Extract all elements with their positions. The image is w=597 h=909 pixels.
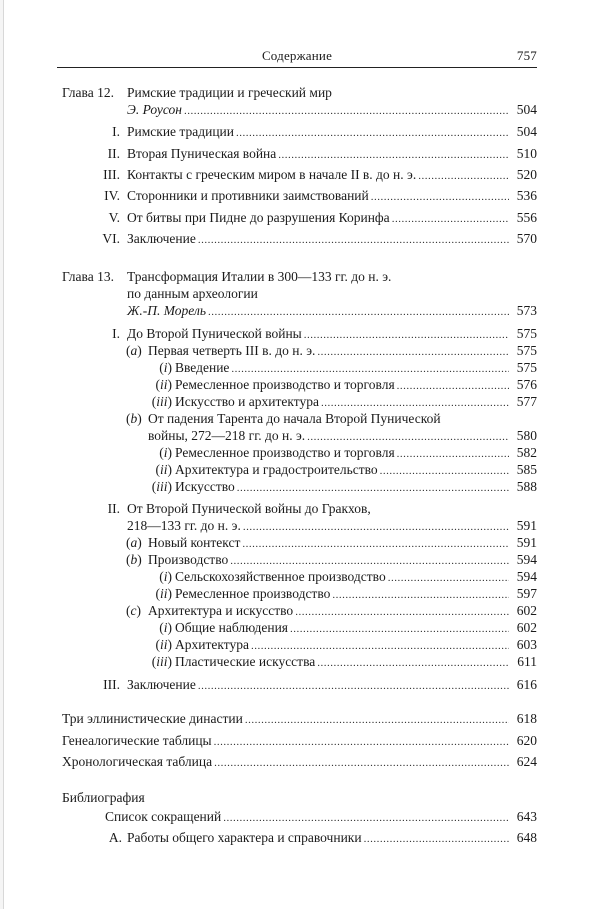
section-number: III. bbox=[103, 167, 120, 182]
bibliography-heading: Библиография bbox=[62, 790, 145, 805]
subsection-letter: (a) bbox=[126, 343, 142, 358]
leader-dots bbox=[198, 677, 509, 695]
item-number: (ii) bbox=[155, 637, 172, 652]
leader-dots bbox=[184, 102, 509, 120]
entry-title: Архитектура и градостроительство bbox=[175, 462, 378, 477]
toc-item[interactable] bbox=[155, 376, 537, 394]
item-number: (iii) bbox=[151, 394, 172, 409]
toc-subentry[interactable] bbox=[126, 602, 537, 620]
entry-title: До Второй Пунической войны bbox=[127, 326, 302, 341]
entry-title: Сельскохозяйственное производство bbox=[175, 569, 386, 584]
section-number: I. bbox=[112, 124, 120, 139]
page-ref: 588 bbox=[516, 479, 537, 494]
toc-entry-title: От Второй Пунической войны до Гракхов, bbox=[127, 501, 371, 516]
page-ref: 556 bbox=[516, 210, 537, 225]
page-ref: 602 bbox=[516, 620, 537, 635]
toc-item[interactable] bbox=[159, 568, 537, 586]
item-number: (iii) bbox=[151, 654, 172, 669]
toc-subentry[interactable] bbox=[126, 551, 537, 569]
entry-title: Контакты с греческим миром в начале II в. до н. э. bbox=[127, 167, 417, 182]
page-ref: 648 bbox=[516, 830, 537, 845]
section-number: II. bbox=[107, 501, 120, 516]
section-number: VI. bbox=[102, 231, 120, 246]
entry-title: Римские традиции bbox=[127, 124, 234, 139]
page-ref: 570 bbox=[516, 231, 537, 246]
page-ref: 504 bbox=[516, 102, 537, 117]
entry-title: Список сокращений bbox=[105, 809, 222, 824]
entry-title: Генеалогические таблицы bbox=[62, 733, 212, 748]
section-number: I. bbox=[112, 326, 120, 341]
toc-entry[interactable] bbox=[103, 166, 537, 184]
leader-dots bbox=[371, 188, 509, 206]
entry-title: Хронологическая таблица bbox=[62, 754, 213, 769]
toc-subentry[interactable] bbox=[126, 342, 537, 360]
section-number: A. bbox=[108, 830, 122, 845]
toc-subentry[interactable] bbox=[126, 534, 537, 552]
author-name: Ж.-П. Морель bbox=[127, 303, 206, 318]
subsection-letter: (b) bbox=[126, 411, 142, 426]
page-ref: 573 bbox=[516, 303, 537, 318]
leader-dots bbox=[236, 124, 509, 142]
leader-dots bbox=[223, 809, 509, 827]
page-ref: 575 bbox=[516, 326, 537, 341]
entry-title: Ремесленное производство и торговля bbox=[175, 445, 395, 460]
leader-dots bbox=[317, 654, 509, 672]
toc-entry[interactable] bbox=[127, 517, 537, 535]
page-ref: 577 bbox=[516, 394, 537, 409]
entry-title: Новый контекст bbox=[148, 535, 241, 550]
toc-entry[interactable] bbox=[102, 230, 537, 248]
chapter-13-title: Трансформация Италии в 300—133 гг. до н. э. bbox=[127, 269, 392, 284]
page-ref: 594 bbox=[516, 569, 537, 584]
page-ref: 582 bbox=[516, 445, 537, 460]
entry-title: Искусство bbox=[175, 479, 235, 494]
item-number: (ii) bbox=[155, 586, 172, 601]
leader-dots bbox=[237, 479, 509, 497]
page-ref: 591 bbox=[516, 518, 537, 533]
item-number: (i) bbox=[159, 445, 172, 460]
toc-subentry[interactable] bbox=[148, 427, 537, 445]
entry-title: Три эллинистические династии bbox=[62, 711, 243, 726]
leader-dots bbox=[278, 146, 509, 164]
chapter-13-label: Глава 13. bbox=[62, 269, 114, 284]
chapter-13-author-entry[interactable] bbox=[127, 302, 537, 320]
leader-dots bbox=[214, 754, 509, 772]
toc-entry[interactable] bbox=[62, 732, 537, 750]
page-ref: 576 bbox=[516, 377, 537, 392]
toc-item[interactable] bbox=[151, 478, 537, 496]
chapter-12-author-entry[interactable] bbox=[127, 101, 537, 119]
entry-title: Пластические искусства bbox=[175, 654, 316, 669]
item-number: (iii) bbox=[151, 479, 172, 494]
toc-item[interactable] bbox=[159, 619, 537, 637]
toc-item[interactable] bbox=[155, 461, 537, 479]
page-title: Содержание bbox=[261, 48, 333, 63]
toc-entry[interactable] bbox=[108, 209, 537, 227]
page-ref: 536 bbox=[516, 188, 537, 203]
page-ref: 602 bbox=[516, 603, 537, 618]
toc-item[interactable] bbox=[159, 359, 537, 377]
toc-entry[interactable] bbox=[108, 829, 537, 847]
section-number: V. bbox=[108, 210, 120, 225]
toc-entry[interactable] bbox=[107, 145, 537, 163]
author-name: Э. Роусон bbox=[127, 102, 182, 117]
toc-entry[interactable] bbox=[62, 753, 537, 771]
item-number: (i) bbox=[159, 620, 172, 635]
entry-title: Ремесленное производство и торговля bbox=[175, 377, 395, 392]
page-ref: 643 bbox=[516, 809, 537, 824]
entry-title: Искусство и архитектура bbox=[175, 394, 319, 409]
entry-title: Архитектура и искусство bbox=[148, 603, 294, 618]
toc-entry[interactable] bbox=[105, 808, 537, 826]
toc-entry[interactable] bbox=[62, 710, 537, 728]
page-ref: 616 bbox=[516, 677, 537, 692]
entry-title: Вторая Пуническая война bbox=[127, 146, 277, 161]
page-ref: 520 bbox=[516, 167, 537, 182]
toc-entry[interactable] bbox=[112, 325, 537, 343]
entry-title: Заключение bbox=[127, 677, 196, 692]
leader-dots bbox=[198, 231, 509, 249]
chapter-12-title: Римские традиции и греческий мир bbox=[127, 85, 332, 100]
entry-title: Заключение bbox=[127, 231, 196, 246]
entry-title: Производство bbox=[148, 552, 229, 567]
chapter-12-label: Глава 12. bbox=[62, 85, 114, 100]
leader-dots bbox=[214, 733, 509, 751]
entry-title: Общие наблюдения bbox=[175, 620, 289, 635]
page-ref: 575 bbox=[516, 343, 537, 358]
page-number: 757 bbox=[516, 48, 537, 63]
page-ref: 585 bbox=[516, 462, 537, 477]
page-ref: 504 bbox=[516, 124, 537, 139]
page-ref: 597 bbox=[516, 586, 537, 601]
leader-dots bbox=[245, 711, 509, 729]
entry-title: Работы общего характера и справочники bbox=[127, 830, 362, 845]
toc-subentry-title: От падения Тарента до начала Второй Пунической bbox=[148, 411, 441, 426]
toc-entry[interactable] bbox=[112, 123, 537, 141]
subsection-letter: (c) bbox=[126, 603, 141, 618]
section-number: III. bbox=[103, 677, 120, 692]
toc-entry[interactable] bbox=[104, 187, 537, 205]
entry-title: Введение bbox=[175, 360, 230, 375]
page-ref: 591 bbox=[516, 535, 537, 550]
entry-title: 218—133 гг. до н. э. bbox=[127, 518, 241, 533]
toc-item[interactable] bbox=[159, 444, 537, 462]
toc-item[interactable] bbox=[155, 585, 537, 603]
leader-dots bbox=[418, 167, 509, 185]
toc-item[interactable] bbox=[151, 653, 537, 671]
entry-title: войны, 272—218 гг. до н. э. bbox=[148, 428, 306, 443]
entry-title: Первая четверть III в. до н. э. bbox=[148, 343, 316, 358]
toc-entry[interactable] bbox=[103, 676, 537, 694]
page-ref: 575 bbox=[516, 360, 537, 375]
toc-item[interactable] bbox=[151, 393, 537, 411]
page-ref: 618 bbox=[516, 711, 537, 726]
page-ref: 611 bbox=[517, 654, 537, 669]
subsection-letter: (b) bbox=[126, 552, 142, 567]
item-number: (i) bbox=[159, 569, 172, 584]
item-number: (ii) bbox=[155, 462, 172, 477]
entry-title: Сторонники и противники заимствований bbox=[127, 188, 369, 203]
section-number: IV. bbox=[104, 188, 120, 203]
section-number: II. bbox=[107, 146, 120, 161]
leader-dots bbox=[392, 210, 509, 228]
leader-dots bbox=[208, 303, 509, 321]
entry-title: Ремесленное производство bbox=[175, 586, 331, 601]
entry-title: Архитектура bbox=[175, 637, 249, 652]
page-ref: 580 bbox=[516, 428, 537, 443]
page-ref: 510 bbox=[516, 146, 537, 161]
chapter-13-title-cont: по данным археологии bbox=[127, 286, 258, 301]
page-ref: 620 bbox=[516, 733, 537, 748]
toc-item[interactable] bbox=[155, 636, 537, 654]
entry-title: От битвы при Пидне до разрушения Коринфа bbox=[127, 210, 390, 225]
page-ref: 603 bbox=[516, 637, 537, 652]
leader-dots bbox=[364, 830, 509, 848]
item-number: (i) bbox=[159, 360, 172, 375]
item-number: (ii) bbox=[155, 377, 172, 392]
page-ref: 624 bbox=[516, 754, 537, 769]
page-ref: 594 bbox=[516, 552, 537, 567]
subsection-letter: (a) bbox=[126, 535, 142, 550]
